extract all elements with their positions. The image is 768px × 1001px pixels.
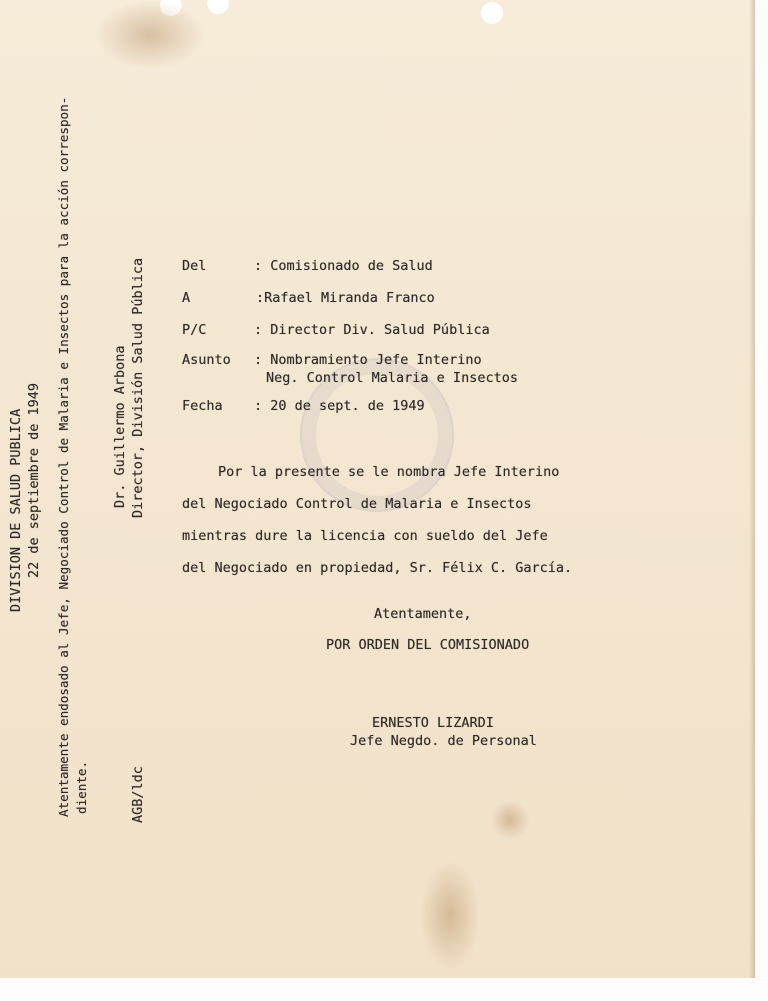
margin-endorsement-continuation: diente. xyxy=(74,760,89,814)
punch-hole xyxy=(207,0,229,14)
memo-fecha-label: Fecha xyxy=(182,398,223,414)
punch-hole xyxy=(481,2,503,24)
memo-asunto-label: Asunto xyxy=(182,352,231,368)
memo-del-label: Del xyxy=(182,258,207,274)
signer-name: ERNESTO LIZARDI xyxy=(372,715,494,731)
margin-signer-title: Director, División Salud Pública xyxy=(130,257,146,518)
body-line-2: del Negociado Control de Malaria e Insectos xyxy=(182,496,532,512)
closing-salutation: Atentamente, xyxy=(374,606,472,622)
memo-asunto-value-line2: Neg. Control Malaria e Insectos xyxy=(266,370,518,386)
body-line-3: mientras dure la licencia con sueldo del Jefe xyxy=(182,528,548,544)
body-line-4: del Negociado en propiedad, Sr. Félix C. García. xyxy=(182,560,573,576)
paper-stain xyxy=(420,860,480,970)
closing-order-line: POR ORDEN DEL COMISIONADO xyxy=(326,637,530,653)
paper-stain xyxy=(490,800,530,840)
signer-title: Jefe Negdo. de Personal xyxy=(350,733,537,749)
scan-border-bottom xyxy=(0,978,768,1001)
margin-endorsement-text: Atentamente endosado al Jefe, Negociado Control de Malaria e Insectos para la acción correspon- xyxy=(56,96,71,817)
margin-endorsement-date: 22 de septiembre de 1949 xyxy=(26,382,42,578)
memo-a-value: :Rafael Miranda Franco xyxy=(256,290,435,306)
memo-fecha-value: : 20 de sept. de 1949 xyxy=(254,398,425,414)
margin-signer-name: Dr. Guillermo Arbona xyxy=(112,345,128,508)
memo-pc-value: : Director Div. Salud Pública xyxy=(254,322,490,338)
memo-a-label: A xyxy=(182,290,191,306)
memo-pc-label: P/C xyxy=(182,322,207,338)
memo-asunto-value: : Nombramiento Jefe Interino xyxy=(254,352,482,368)
margin-typist-initials: AGB/ldc xyxy=(130,766,146,823)
paper-stain xyxy=(95,0,205,70)
scan-border-right xyxy=(755,0,768,1001)
memo-del-value: : Comisionado de Salud xyxy=(254,258,433,274)
margin-division-heading: DIVISION DE SALUD PUBLICA xyxy=(8,408,24,612)
body-line-1: Por la presente se le nombra Jefe Interino xyxy=(218,464,560,480)
